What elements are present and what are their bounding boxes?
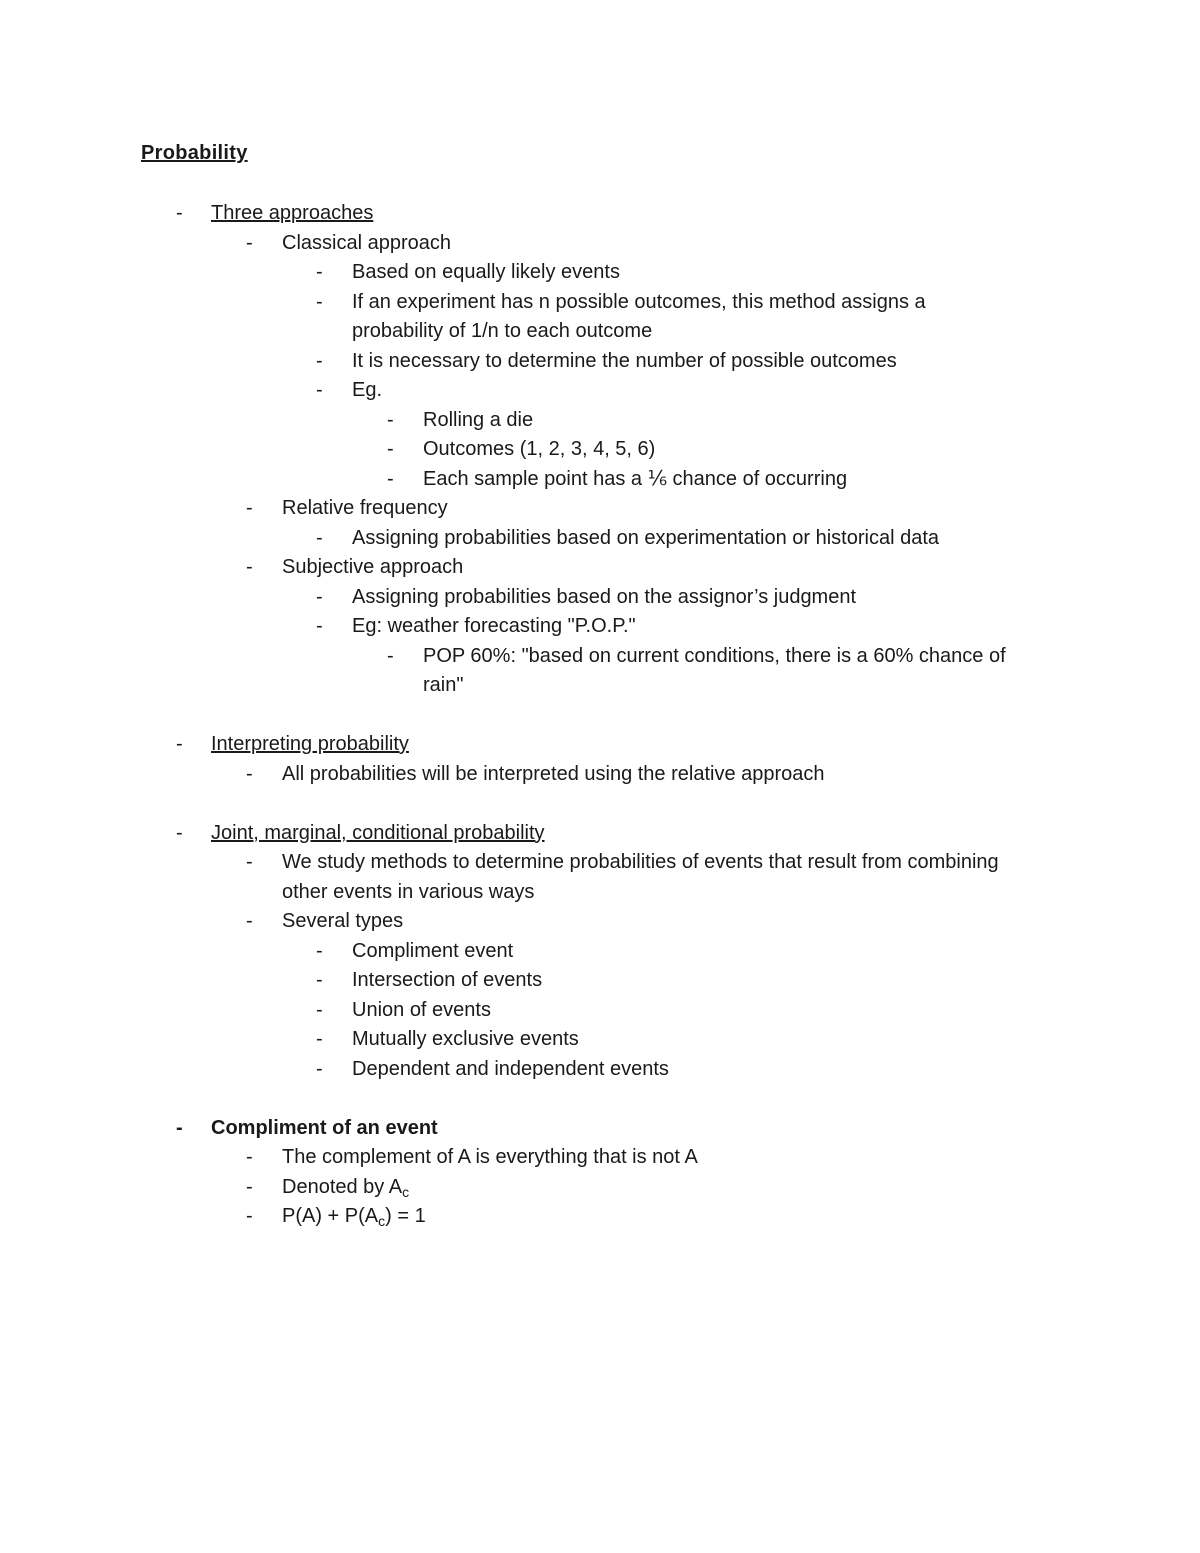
list-item-text: Rolling a die [423, 408, 534, 431]
bullet-dash: - [316, 939, 323, 962]
list-item-text: Interpreting probability [211, 733, 409, 755]
bullet-dash: - [246, 762, 253, 785]
list-item-text: Three approaches [211, 202, 374, 224]
list-item [282, 760, 825, 790]
bullet-dash: - [176, 733, 183, 755]
list-item-text: Compliment event [352, 939, 514, 962]
list-item-text: Eg. [352, 379, 383, 401]
section-heading [211, 1114, 438, 1144]
bullet-dash: - [387, 644, 394, 667]
list-item-text: All probabilities will be interpreted using the relative approach [282, 762, 825, 785]
bullet-dash: - [176, 1116, 183, 1139]
list-item-text: Denoted by A [282, 1175, 403, 1198]
list-item-text: The complement of A is everything that is not A [282, 1146, 698, 1168]
list-item [352, 288, 926, 318]
list-item-text: Classical approach [282, 231, 451, 254]
list-item-text: probability of 1/n to each outcome [352, 320, 653, 342]
bullet-dash: - [316, 290, 323, 313]
list-item [282, 1173, 409, 1203]
section-heading [211, 730, 409, 760]
list-item-text: Dependent and independent events [352, 1057, 669, 1080]
list-item [423, 435, 655, 465]
list-item-text: other events in various ways [282, 880, 535, 903]
bullet-dash: - [316, 969, 323, 991]
list-item [352, 1025, 579, 1055]
list-item-text: Assigning probabilities based on the assignor’s judgment [352, 585, 857, 608]
subscript: c [402, 1183, 410, 1200]
bullet-dash: - [316, 379, 323, 401]
list-item [352, 524, 939, 554]
subscript: c [378, 1213, 386, 1229]
bullet-dash: - [176, 821, 183, 844]
bullet-dash: - [246, 1146, 253, 1168]
list-item [282, 553, 463, 583]
list-item-text: Each sample point has a ⅙ chance of occurring [423, 467, 848, 490]
list-item [352, 1055, 669, 1085]
list-item [282, 907, 403, 937]
list-item-text: POP 60%: "based on current conditions, there is a 60% chance of [423, 644, 1006, 667]
bullet-dash: - [246, 556, 253, 578]
bullet-dash: - [316, 585, 323, 608]
bullet-dash: - [387, 467, 394, 490]
list-item [423, 465, 847, 495]
list-item-text-suffix: ) = 1 [385, 1205, 426, 1227]
section-heading [211, 819, 545, 849]
bullet-dash: - [246, 231, 253, 254]
page-title: Probability [141, 142, 248, 164]
list-item [423, 671, 463, 701]
list-item [282, 1143, 698, 1173]
list-item [352, 317, 652, 347]
bullet-dash: - [176, 202, 183, 224]
bullet-dash: - [316, 261, 323, 283]
list-item-text: It is necessary to determine the number of possible outcomes [352, 349, 897, 372]
list-item [352, 937, 513, 967]
list-item-text: Several types [282, 910, 404, 932]
bullet-dash: - [316, 526, 323, 549]
list-item-text: We study methods to determine probabilities of events that result from combining [282, 851, 999, 873]
bullet-dash: - [246, 1175, 253, 1198]
list-item-text: Subjective approach [282, 556, 464, 578]
bullet-dash: - [387, 408, 394, 431]
bullet-dash: - [246, 497, 253, 519]
list-item-text: P(A) + P(A [282, 1205, 379, 1227]
list-item [352, 347, 897, 377]
bullet-dash: - [246, 910, 253, 932]
list-item [282, 1202, 426, 1232]
section-heading [211, 199, 373, 229]
bullet-dash: - [387, 438, 394, 460]
list-item-text: Joint, marginal, conditional probability [211, 821, 545, 844]
list-item [282, 229, 451, 259]
list-item-text: Assigning probabilities based on experimentation or historical data [352, 526, 940, 549]
bullet-dash: - [316, 998, 323, 1021]
list-item-text: Compliment of an event [211, 1116, 438, 1139]
list-item [282, 878, 534, 908]
list-item-text: Eg: weather forecasting "P.O.P." [352, 615, 636, 637]
bullet-dash: - [316, 615, 323, 637]
bullet-dash: - [246, 1205, 253, 1227]
list-item-text: Relative frequency [282, 497, 448, 519]
list-item-text: If an experiment has n possible outcomes, this method assigns a [352, 290, 926, 313]
bullet-dash: - [316, 1057, 323, 1080]
list-item [352, 376, 382, 406]
list-item [423, 642, 1006, 672]
list-item [282, 848, 999, 878]
list-item-text: Union of events [352, 998, 491, 1021]
list-item [282, 494, 448, 524]
list-item [423, 406, 533, 436]
list-item-text: Mutually exclusive events [352, 1028, 579, 1050]
list-item-text: Based on equally likely events [352, 261, 620, 283]
list-item [352, 996, 491, 1026]
list-item-text: Intersection of events [352, 969, 543, 991]
list-item [352, 612, 636, 642]
bullet-dash: - [246, 851, 253, 873]
list-item [352, 583, 856, 613]
list-item [352, 258, 620, 288]
bullet-dash: - [316, 1028, 323, 1050]
list-item-text: rain" [423, 674, 464, 696]
list-item-text: Outcomes (1, 2, 3, 4, 5, 6) [423, 438, 656, 460]
list-item [352, 966, 542, 996]
bullet-dash: - [316, 349, 323, 372]
